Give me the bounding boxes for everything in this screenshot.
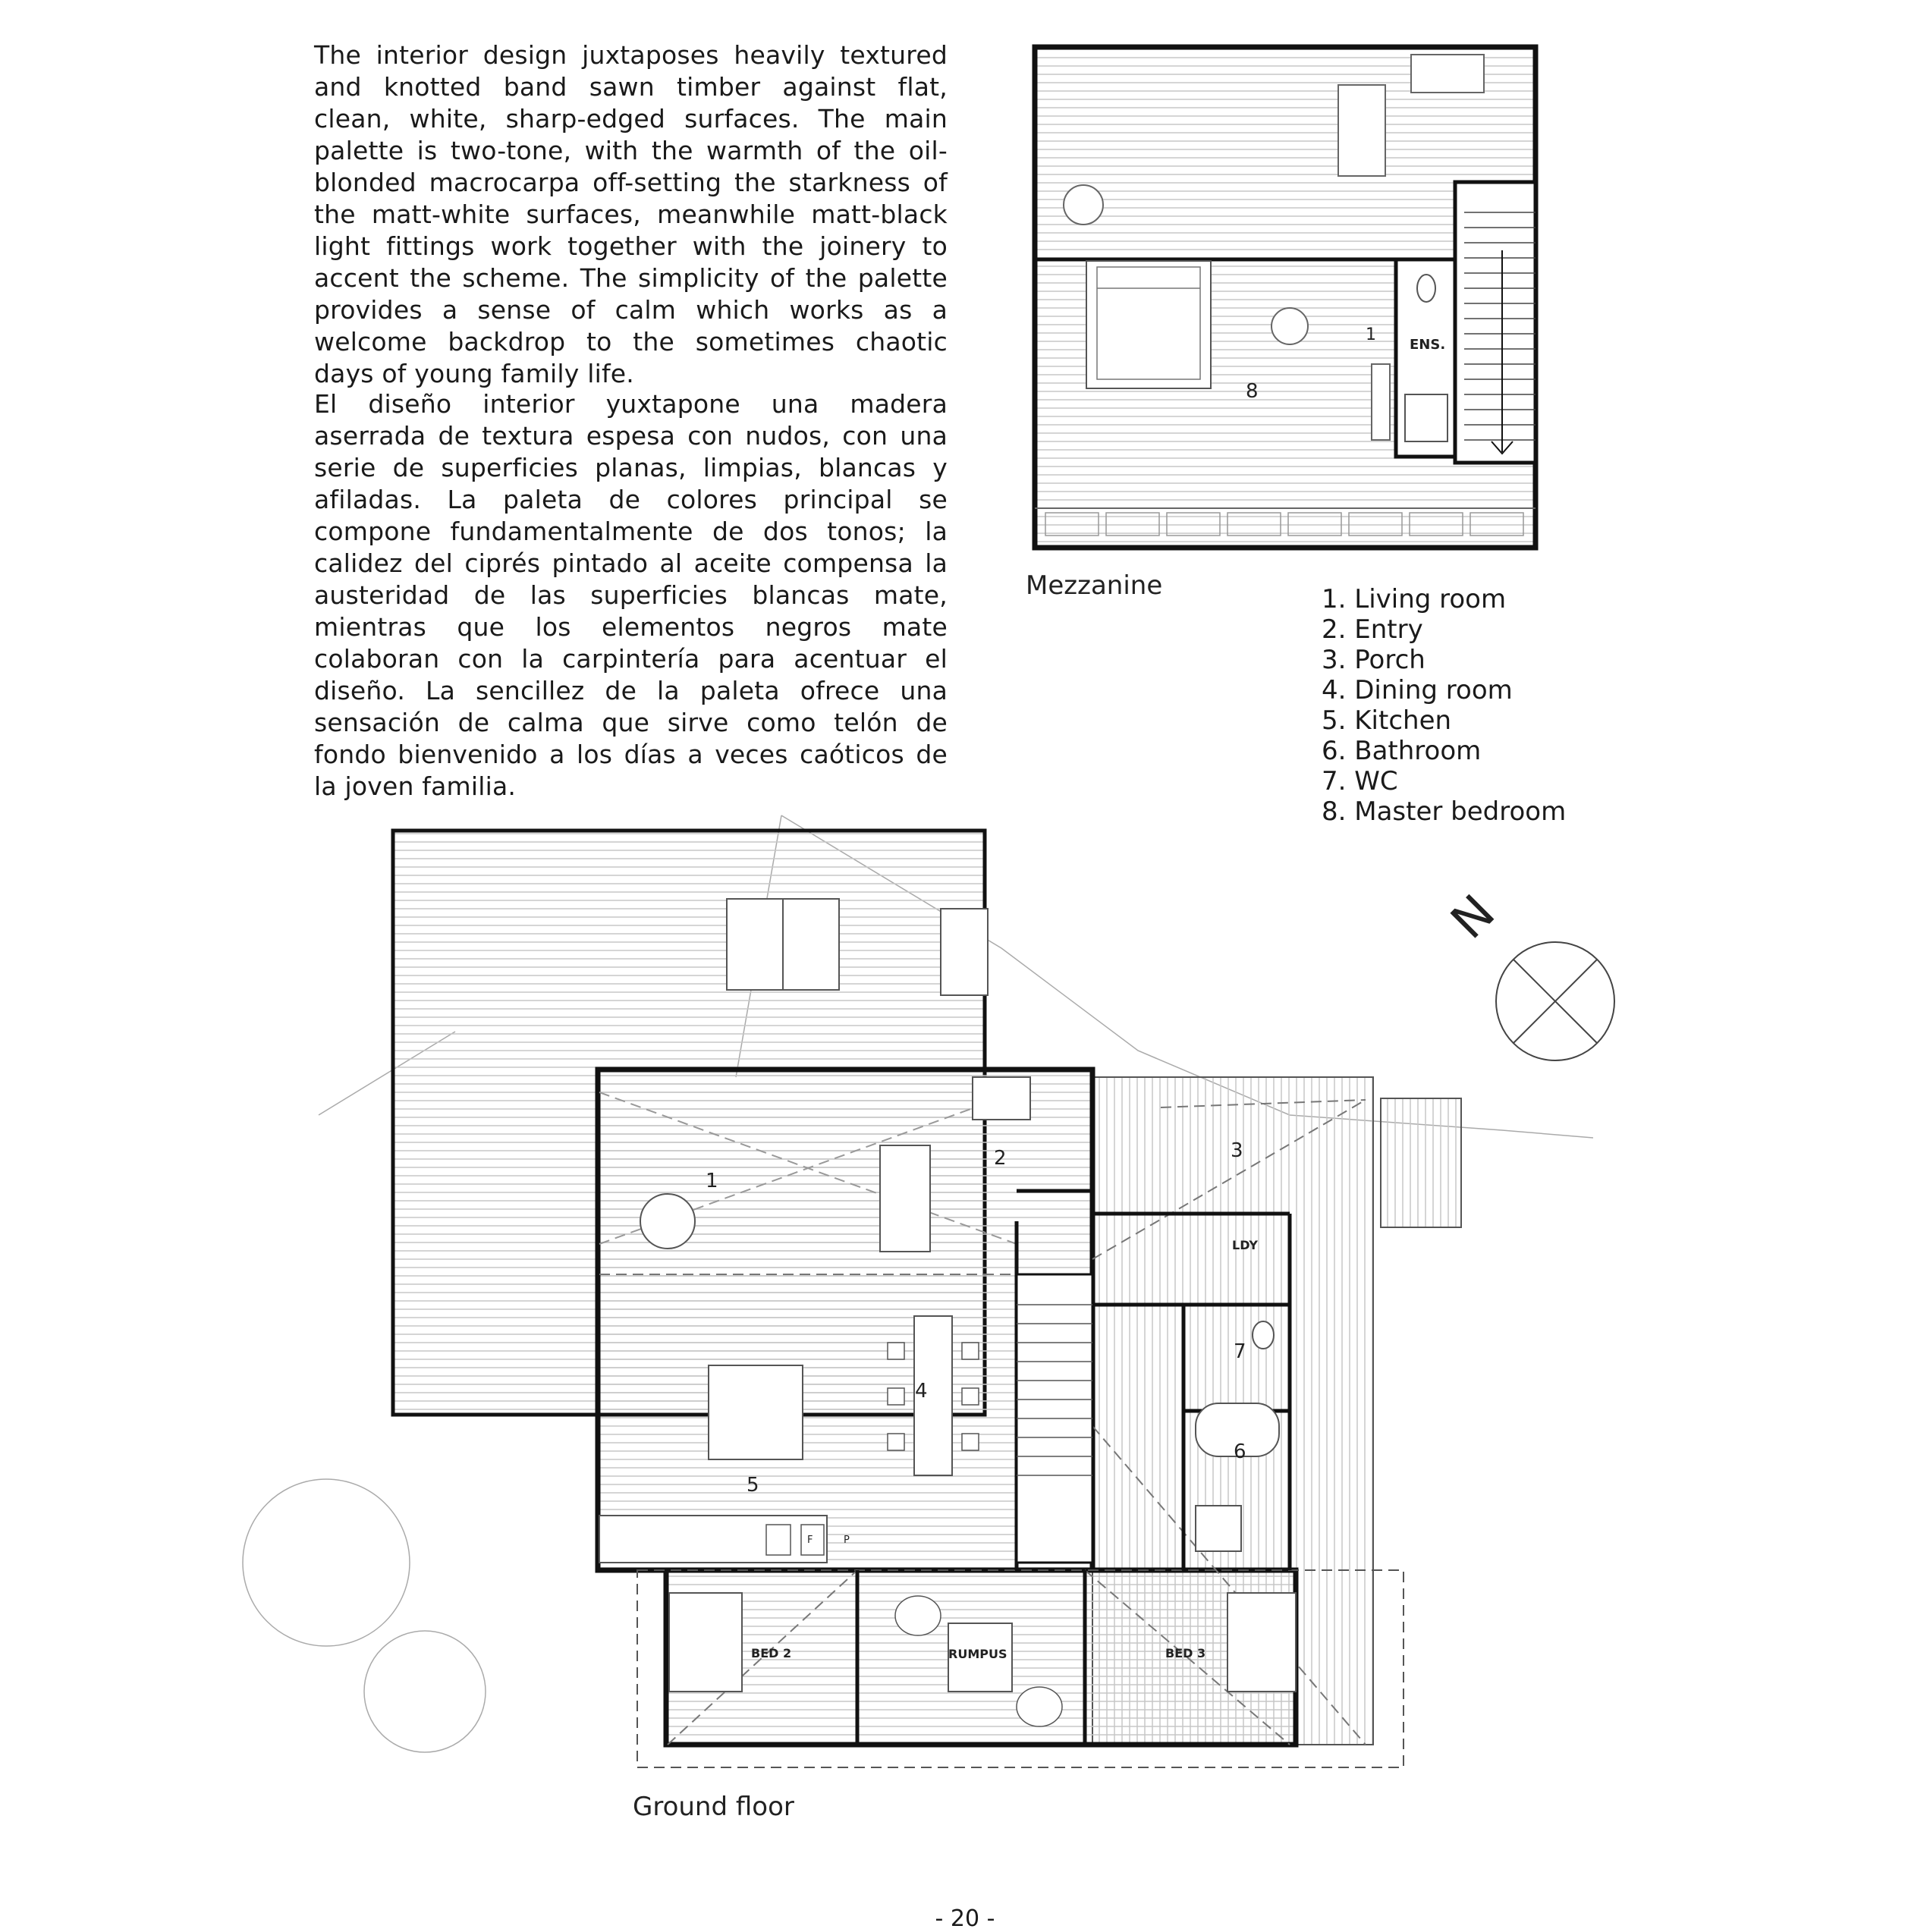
ensuite-label: ENS. (1410, 337, 1446, 353)
room-legend (1322, 584, 1566, 827)
fridge-label: F (807, 1535, 813, 1546)
ground-floor-caption: Ground floor (633, 1792, 794, 1822)
bed-2 (669, 1593, 742, 1692)
room-label-7: 7 (1234, 1340, 1246, 1363)
room-label-5: 5 (747, 1474, 759, 1497)
mezzanine-stair (1455, 182, 1536, 463)
mezzanine-void-sofa (1338, 85, 1385, 176)
room-label-2: 2 (994, 1147, 1007, 1170)
sofa (880, 1145, 930, 1252)
legend-item: 5. Kitchen (1322, 705, 1452, 736)
laundry-label: LDY (1232, 1238, 1258, 1252)
north-arrow (1441, 884, 1614, 1060)
ground-stair (1017, 1274, 1092, 1563)
mezzanine-chair (1064, 185, 1103, 225)
pantry-label: P (844, 1535, 850, 1546)
legend-item: 6. Bathroom (1322, 736, 1482, 766)
legend-item: 7. WC (1322, 766, 1398, 796)
mezzanine-armchair (1271, 308, 1308, 344)
entry-bench (973, 1077, 1030, 1120)
shower (1196, 1506, 1241, 1551)
mezzanine-stair-label: 1 (1366, 325, 1376, 344)
mezzanine-bed (1086, 261, 1211, 388)
mezzanine-plan (1035, 47, 1536, 548)
room-label-1: 1 (706, 1170, 718, 1192)
room-label-4: 4 (915, 1380, 928, 1403)
mezzanine-void-bench (1411, 55, 1484, 93)
bed-3 (1227, 1593, 1296, 1692)
english-paragraph: The interior design juxtaposes heavily textured and knotted band sawn timber against flat, clean, white, sharp-edged surfaces. The main palette is two-tone, with the warmth of the oil-blonded macrocarpa off-setting the starkness of the matt-white surfaces, meanwhile matt-black light fittings work together with the joinery to accent the scheme. The simplicity of the palette provides a sense of calm which works as a welcome backdrop to the sometimes chaotic days of young family life. (314, 40, 948, 388)
bed-3-label: BED 3 (1165, 1646, 1206, 1660)
armchair (640, 1194, 695, 1249)
mezzanine-caption: Mezzanine (1026, 570, 1163, 601)
legend-item: 3. Porch (1322, 645, 1425, 675)
bed-2-label: BED 2 (751, 1646, 792, 1660)
legend-item: 2. Entry (1322, 614, 1423, 645)
page-number: - 20 - (935, 1905, 995, 1932)
wc-toilet (1253, 1321, 1274, 1349)
spanish-paragraph: El diseño interior yuxtapone una madera aserrada de textura espesa con nudos, con una serie de superficies planas, limpias, blancas y afiladas. La paleta de colores principal se compone fundamentalmente de dos tonos; la calidez del ciprés pintado al aceite compensa la austeridad de las superficies blancas mate, mientras que los elementos negros mate colaboran con la carpintería para acentuar el diseño. La sencillez de la paleta ofrece una sensación de calma que sirve como telón de fondo bienvenido a los días a veces caóticos de la joven familia. (314, 389, 948, 801)
mezzanine-vanity (1372, 364, 1390, 440)
ground-floor-plan (243, 815, 1614, 1767)
room-label-6: 6 (1234, 1440, 1246, 1463)
mezzanine-ensuite (1396, 259, 1455, 457)
room-label-3: 3 (1231, 1139, 1243, 1162)
legend-item: 4. Dining room (1322, 675, 1513, 705)
outdoor-fireplace (941, 909, 988, 995)
porch-steps (1381, 1098, 1461, 1227)
kitchen-bench (599, 1516, 827, 1563)
kitchen-island (709, 1365, 803, 1459)
legend-item: 8. Master bedroom (1322, 796, 1567, 827)
north-label: N (1440, 884, 1507, 950)
legend-item: 1. Living room (1322, 584, 1507, 614)
mezzanine-room-8-label: 8 (1246, 380, 1259, 403)
rumpus-label: RUMPUS (948, 1647, 1007, 1661)
